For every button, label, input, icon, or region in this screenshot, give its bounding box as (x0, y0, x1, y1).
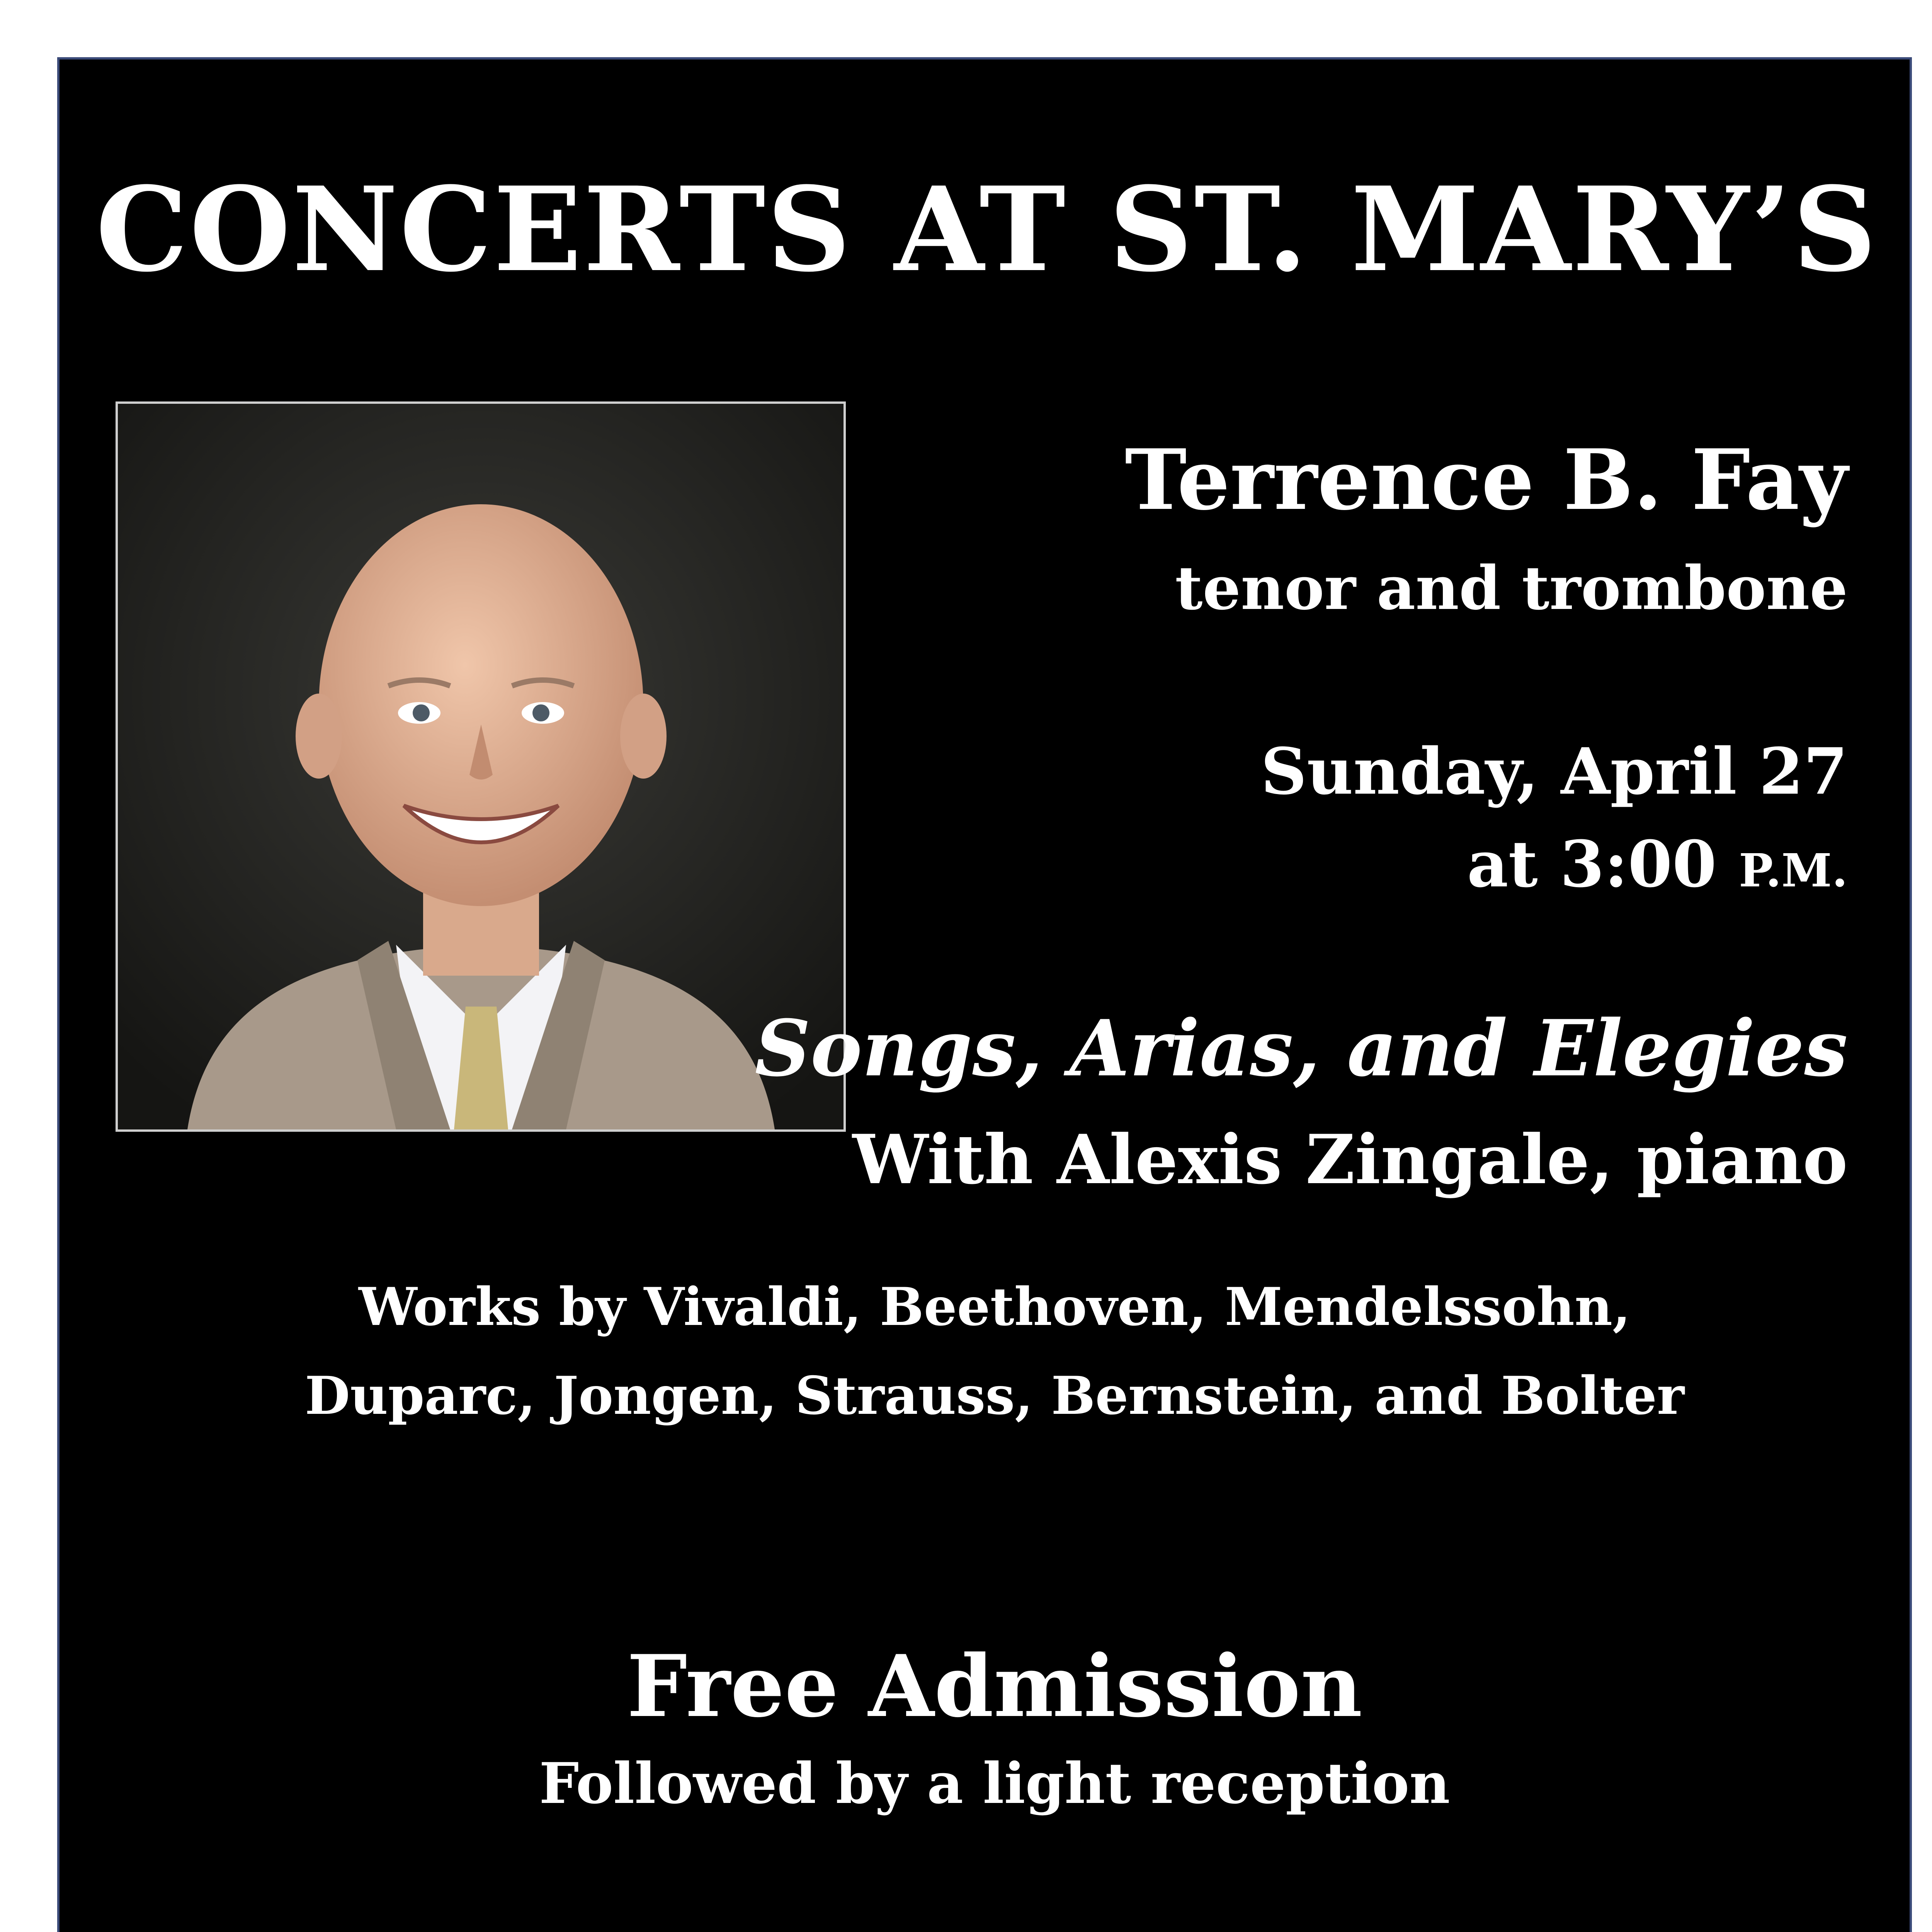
accompanist: With Alexis Zingale, piano (852, 1120, 1848, 1199)
time-value: at 3:00 (1467, 827, 1717, 901)
page-title: CONCERTS AT ST. MARY’S (95, 161, 1878, 298)
works-line-1: Works by Vivaldi, Beethoven, Mendelssohn, (358, 1276, 1631, 1337)
performer-role: tenor and trombone (1175, 553, 1848, 623)
concert-time (727, 827, 1848, 901)
program-title: Songs, Arias, and Elegies (755, 1003, 1848, 1094)
works-line-2: Duparc, Jongen, Strauss, Bernstein, and Bolter (304, 1365, 1685, 1426)
poster (57, 57, 1912, 1932)
reception-note: Followed by a light reception (539, 1751, 1450, 1816)
performer-name: Terrence B. Fay (1125, 431, 1848, 529)
admission-headline: Free Admission (627, 1636, 1362, 1736)
time-meridiem: P.M. (1739, 844, 1848, 897)
concert-date: Sunday, April 27 (1260, 734, 1848, 809)
